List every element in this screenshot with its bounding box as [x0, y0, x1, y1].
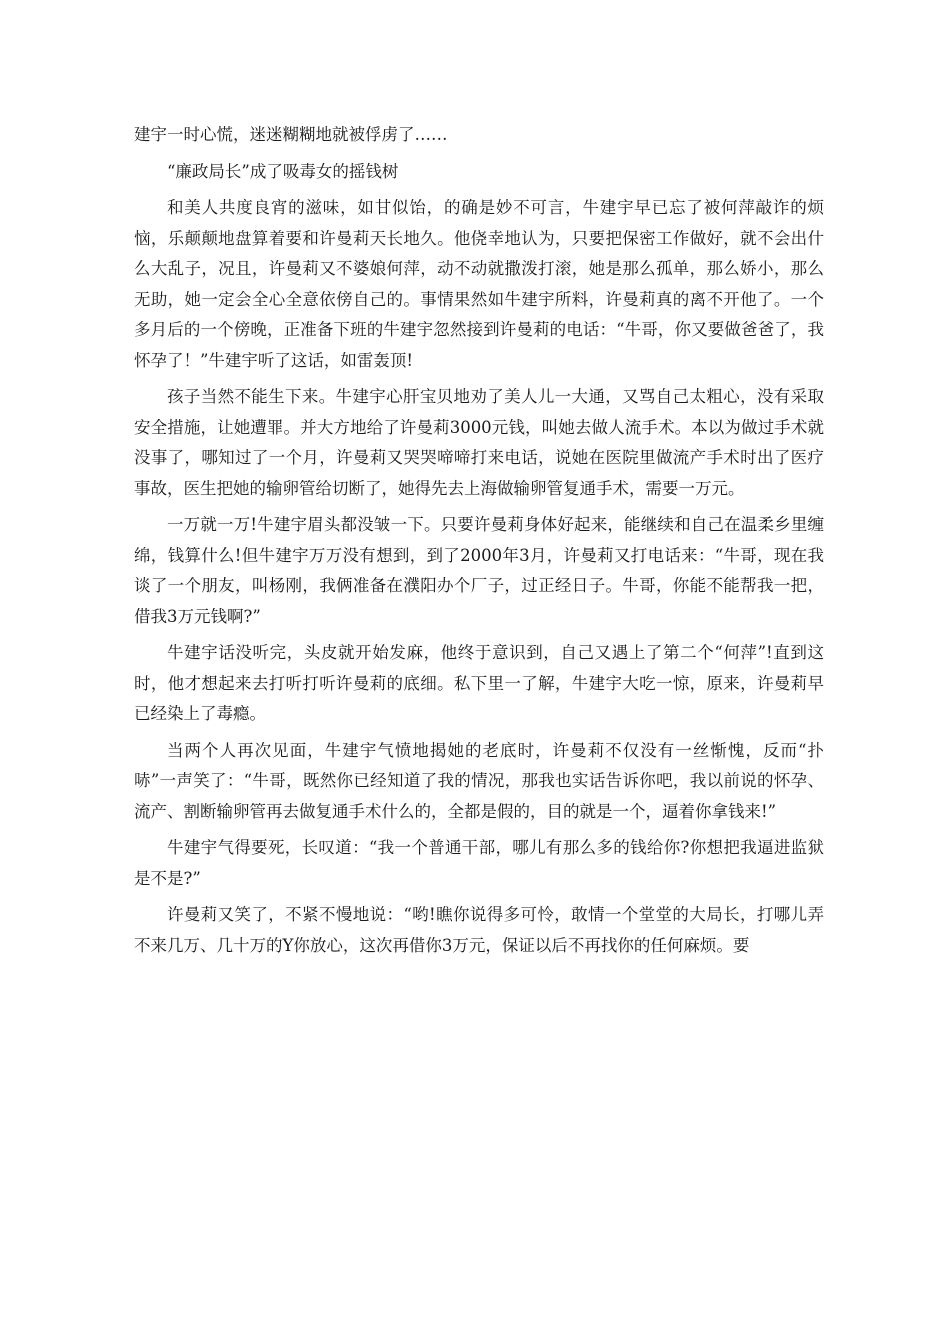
paragraph: 许曼莉又笑了，不紧不慢地说：“哟!瞧你说得多可怜，敢情一个堂堂的大局长，打哪儿弄不来几万、几十万的Y你放心，这次再借你3万元，保证以后不再找你的任何麻烦。要 — [134, 905, 824, 955]
paragraph: 牛建宇气得要死，长叹道：“我一个普通干部，哪儿有那么多的钱给你?你想把我逼进监狱是不是?” — [134, 838, 824, 888]
article-body — [134, 120, 824, 967]
paragraph-continuation: 建宇一时心慌，迷迷糊糊地就被俘虏了…… — [134, 125, 448, 144]
paragraph: 一万就一万!牛建宇眉头都没皱一下。只要许曼莉身体好起来，能继续和自己在温柔乡里缠绵，钱算什么!但牛建宇万万没有想到，到了2000年3月，许曼莉又打电话来：“牛哥，现在我谈了一个朋友，叫杨刚，我俩准备在濮阳办个厂子，过正经日子。牛哥，你能不能帮我一把，借我3万元钱啊?” — [134, 515, 824, 626]
section-heading: “廉政局长”成了吸毒女的摇钱树 — [167, 161, 399, 181]
paragraph: 和美人共度良宵的滋味，如甘似饴，的确是妙不可言，牛建宇早已忘了被何萍敲诈的烦恼，乐颠颠地盘算着要和许曼莉天长地久。他侥幸地认为，只要把保密工作做好，就不会出什么大乱子，况且，许曼莉又不婆娘何萍，动不动就撒泼打滚，她是那么孤单，那么娇小，那么无助，她一定会全心全意依傍自己的。事情果然如牛建宇所料，许曼莉真的离不开他了。一个多月后的一个傍晚，正准备下班的牛建宇忽然接到许曼莉的电话：“牛哥，你又要做爸爸了，我怀孕了！”牛建宇听了这话，如雷轰顶! — [134, 198, 824, 370]
paragraph: 牛建宇话没听完，头皮就开始发麻，他终于意识到，自己又遇上了第二个“何萍”!直到这时，他才想起来去打听打听许曼莉的底细。私下里一了解，牛建宇大吃一惊，原来，许曼莉早已经染上了毒瘾。 — [134, 643, 824, 723]
paragraph: 孩子当然不能生下来。牛建宇心肝宝贝地劝了美人儿一大通，又骂自己太粗心，没有采取安全措施，让她遭罪。并大方地给了许曼莉3000元钱，叫她去做人流手术。本以为做过手术就没事了，哪知过了一个月，许曼莉又哭哭啼啼打来电话，说她在医院里做流产手术时出了医疗事故，医生把她的输卵管给切断了，她得先去上海做输卵管复通手术，需要一万元。 — [134, 387, 824, 498]
paragraph: 当两个人再次见面，牛建宇气愤地揭她的老底时，许曼莉不仅没有一丝惭愧，反而“扑哧”一声笑了：“牛哥，既然你已经知道了我的情况，那我也实话告诉你吧，我以前说的怀孕、流产、割断输卵管再去做复通手术什么的，全都是假的，目的就是一个，逼着你拿钱来!” — [134, 740, 824, 821]
